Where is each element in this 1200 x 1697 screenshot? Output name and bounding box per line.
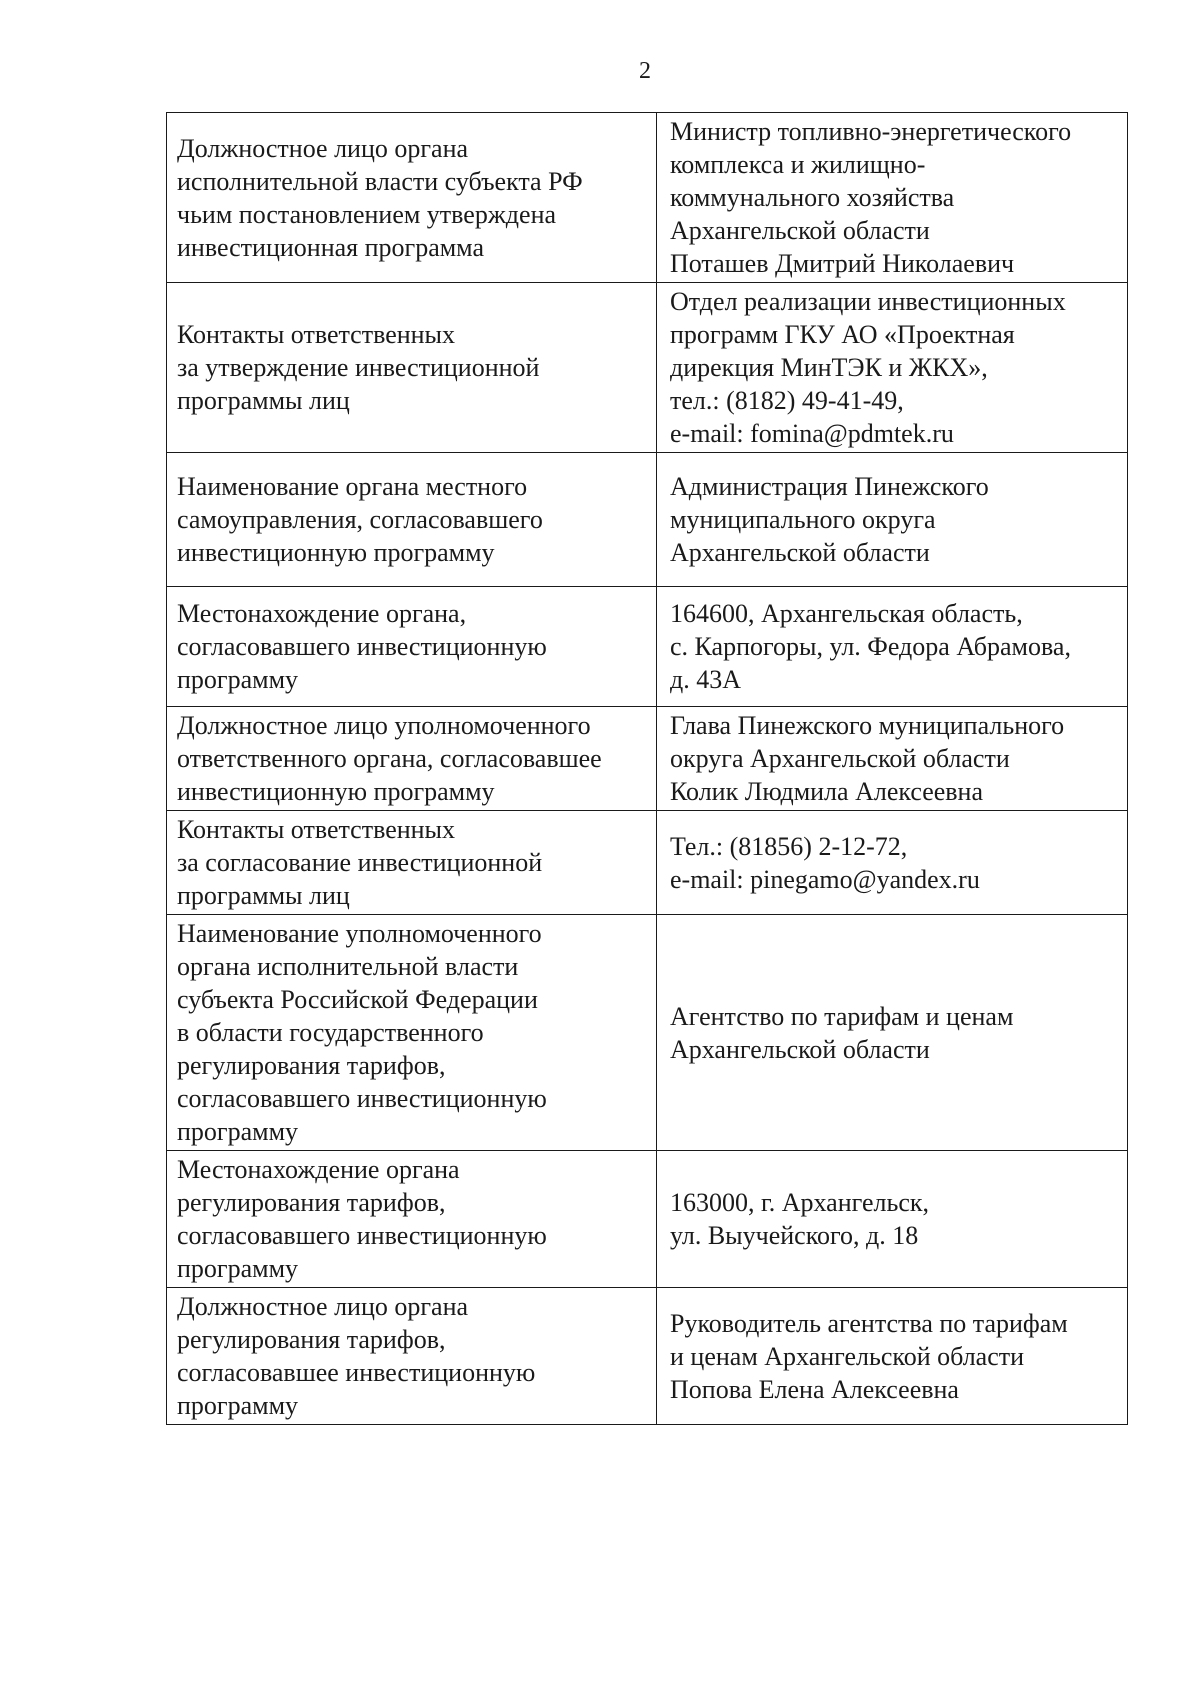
row-value: 164600, Архангельская область, с. Карпогоры, ул. Федора Абрамова, д. 43А [657, 587, 1128, 707]
table-row [167, 453, 1128, 587]
row-label: Контакты ответственных за утверждение инвестиционной программы лиц [167, 283, 657, 453]
row-value: Тел.: (81856) 2-12-72, e-mail: pinegamo@yandex.ru [657, 811, 1128, 915]
row-label: Контакты ответственных за согласование инвестиционной программы лиц [167, 811, 657, 915]
row-label: Наименование органа местного самоуправления, согласовавшего инвестиционную программу [167, 453, 657, 587]
row-value: Агентство по тарифам и ценам Архангельской области [657, 915, 1128, 1151]
row-label: Наименование уполномоченного органа исполнительной власти субъекта Российской Федерации в области государственного регулирования тарифов, согласовавшего инвестиционную программу [167, 915, 657, 1151]
row-label: Должностное лицо уполномоченного ответственного органа, согласовавшее инвестиционную программу [167, 707, 657, 811]
table-row [167, 283, 1128, 453]
row-label: Местонахождение органа регулирования тарифов, согласовавшего инвестиционную программу [167, 1151, 657, 1288]
table-row [167, 811, 1128, 915]
row-value: Администрация Пинежского муниципального округа Архангельской области [657, 453, 1128, 587]
table-row [167, 1288, 1128, 1425]
row-label: Должностное лицо органа исполнительной власти субъекта РФ чьим постановлением утверждена инвестиционная программа [167, 113, 657, 283]
table-row [167, 587, 1128, 707]
info-table [166, 112, 1128, 1425]
row-label: Местонахождение органа, согласовавшего инвестиционную программу [167, 587, 657, 707]
table-row [167, 1151, 1128, 1288]
row-label: Должностное лицо органа регулирования тарифов, согласовавшее инвестиционную программу [167, 1288, 657, 1425]
row-value: 163000, г. Архангельск, ул. Выучейского, д. 18 [657, 1151, 1128, 1288]
row-value: Министр топливно-энергетического комплекса и жилищно- коммунального хозяйства Архангельской области Поташев Дмитрий Николаевич [657, 113, 1128, 283]
table-row [167, 707, 1128, 811]
row-value: Руководитель агентства по тарифам и ценам Архангельской области Попова Елена Алексеевна [657, 1288, 1128, 1425]
row-value: Отдел реализации инвестиционных программ ГКУ АО «Проектная дирекция МинТЭК и ЖКХ», тел.: (8182) 49-41-49, e-mail: fomina@pdmtek.ru [657, 283, 1128, 453]
row-value: Глава Пинежского муниципального округа Архангельской области Колик Людмила Алексеевна [657, 707, 1128, 811]
table-row [167, 915, 1128, 1151]
table-row [167, 113, 1128, 283]
page-number: 2 [639, 58, 651, 84]
